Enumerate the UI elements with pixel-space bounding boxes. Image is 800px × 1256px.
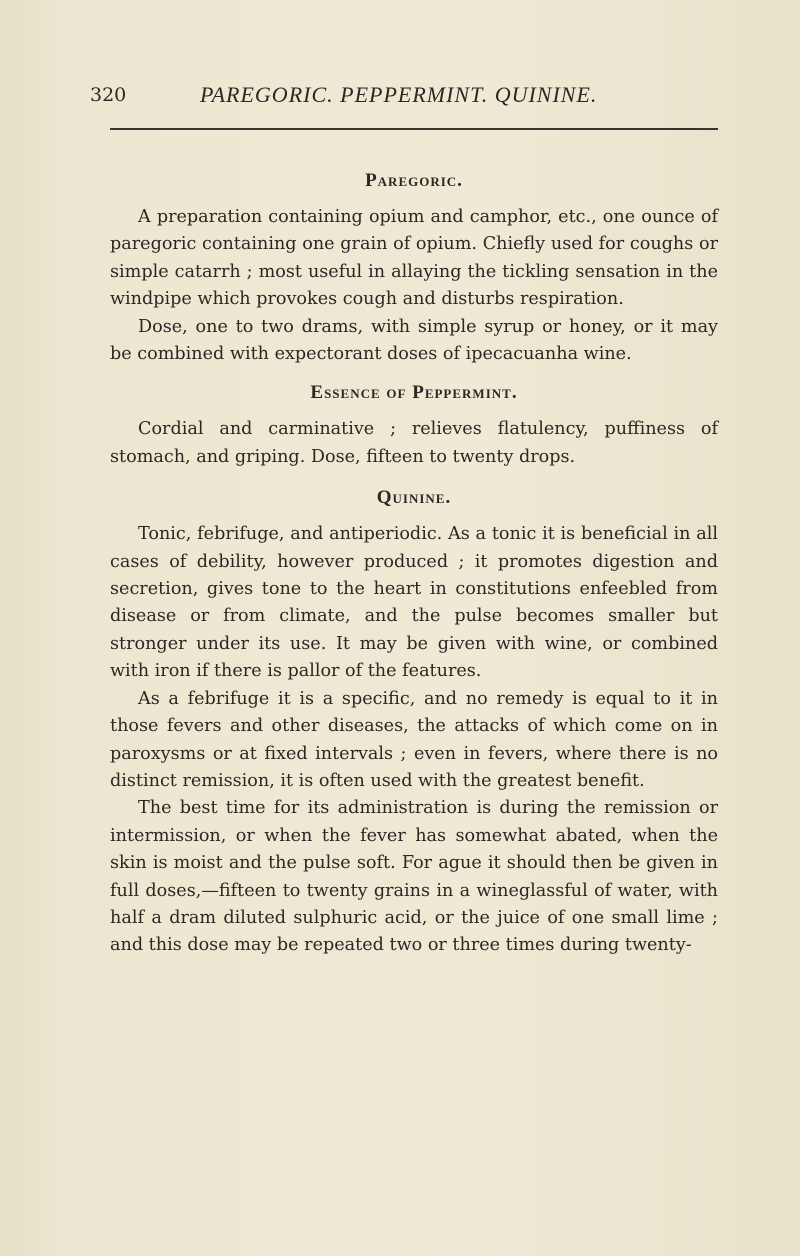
paragraph: Tonic, febrifuge, and antiperiodic. As a tonic it is beneficial in all cases of debility, however produced ; it promotes digestion and secretion, gives tone to the heart in constitutions enfeebled from disease or from climate, and the pulse becomes smaller but stronger under its use. It may be given with wine, or combined with iron if there is pallor of the features. bbox=[110, 524, 718, 682]
section-quinine bbox=[110, 485, 718, 960]
section-title: Essence of Peppermint. bbox=[310, 382, 518, 404]
section-title: Quinine. bbox=[376, 487, 452, 509]
page-number: 320 bbox=[90, 84, 127, 106]
running-head: PAREGORIC. PEPPERMINT. QUININE. bbox=[200, 82, 598, 107]
header-rule bbox=[110, 128, 718, 130]
paragraph: Dose, one to two drams, with simple syrup or honey, or it may be combined with expectorant doses of ipecacuanha wine. bbox=[110, 316, 718, 365]
section-paregoric bbox=[110, 168, 718, 368]
paragraph: The best time for its administration is during the remission or intermission, or when the fever has somewhat abated, when the skin is moist and the pulse soft. For ague it should then be given in full doses,—fifteen to twenty grains in a wineglassful of water, with half a dram diluted sulphuric acid, or the juice of one small lime ; and this dose may be repeated two or three times during twenty- bbox=[110, 798, 718, 956]
paragraph: Cordial and carminative ; relieves flatulency, puffiness of stomach, and griping. Dose, fifteen to twenty drops. bbox=[110, 419, 718, 467]
section-essence-of-peppermint bbox=[110, 380, 718, 471]
page-header bbox=[90, 84, 730, 118]
paragraph: A preparation containing opium and camphor, etc., one ounce of paregoric containing one grain of opium. Chiefly used for coughs or simple catarrh ; most useful in allaying the tickling sensation in the windpipe which provokes cough and disturbs respiration. bbox=[110, 207, 718, 310]
page-body bbox=[110, 168, 718, 960]
section-title: Paregoric. bbox=[365, 170, 463, 191]
paragraph: As a febrifuge it is a specific, and no remedy is equal to it in those fevers and other diseases, the attacks of which come on in paroxysms or at fixed intervals ; even in fevers, where there is no distinct remission, it is often used with the greatest benefit. bbox=[110, 688, 718, 791]
